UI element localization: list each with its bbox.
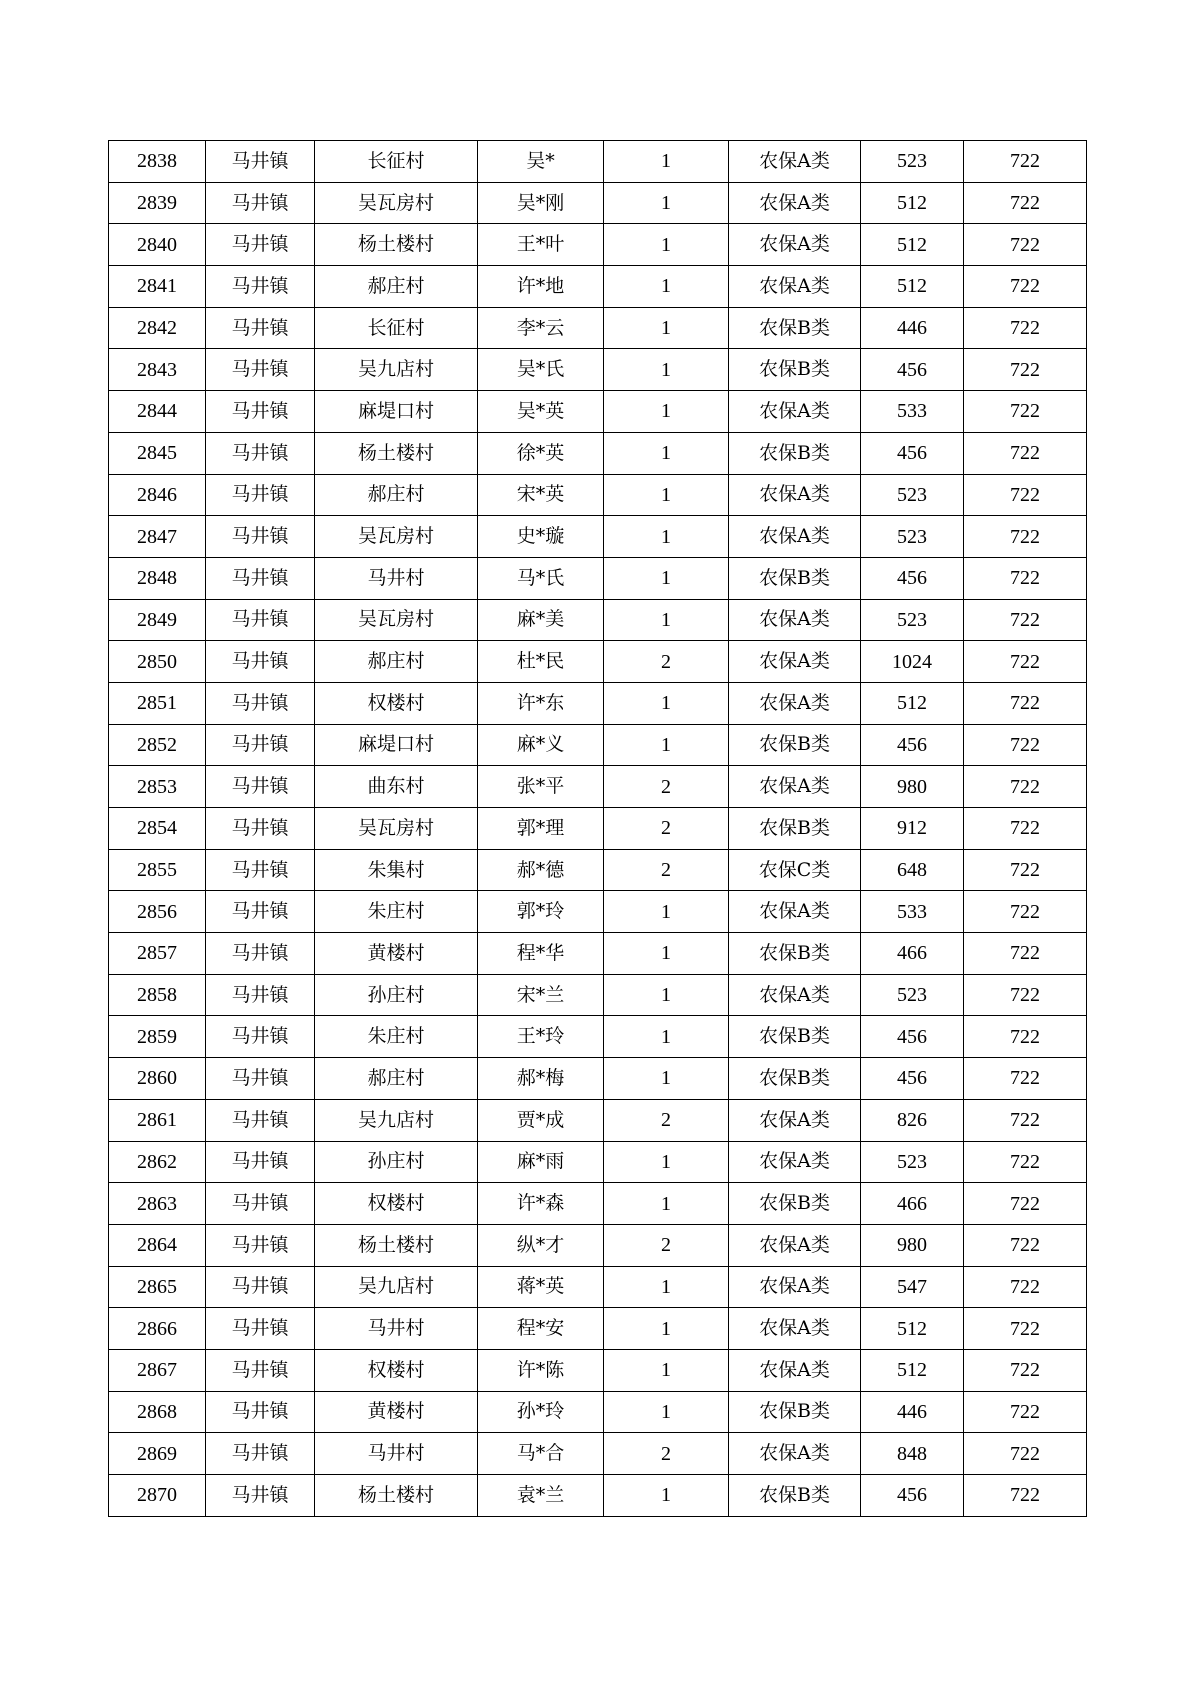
name-cell: 郭*理 [478,808,604,850]
serial-number-cell: 2846 [109,474,206,516]
village-cell: 杨土楼村 [315,432,478,474]
category-cell: 农保A类 [729,1099,861,1141]
name-cell: 麻*美 [478,599,604,641]
standard-cell: 722 [964,1475,1087,1517]
category-cell: 农保B类 [729,724,861,766]
category-cell: 农保B类 [729,1058,861,1100]
table-row [109,182,1087,224]
village-cell: 权楼村 [315,1183,478,1225]
amount-cell: 456 [861,349,964,391]
town-cell: 马井镇 [206,349,315,391]
town-cell: 马井镇 [206,516,315,558]
category-cell: 农保A类 [729,1224,861,1266]
village-cell: 郝庄村 [315,474,478,516]
standard-cell: 722 [964,516,1087,558]
village-cell: 吴瓦房村 [315,808,478,850]
name-cell: 蒋*英 [478,1266,604,1308]
amount-cell: 980 [861,1224,964,1266]
town-cell: 马井镇 [206,682,315,724]
village-cell: 杨土楼村 [315,224,478,266]
serial-number-cell: 2858 [109,974,206,1016]
category-cell: 农保B类 [729,1016,861,1058]
village-cell: 黄楼村 [315,1391,478,1433]
household-size-cell: 1 [604,432,729,474]
table-body [109,141,1087,1517]
category-cell: 农保B类 [729,432,861,474]
serial-number-cell: 2854 [109,808,206,850]
village-cell: 吴九店村 [315,1266,478,1308]
amount-cell: 533 [861,891,964,933]
table-row [109,808,1087,850]
amount-cell: 533 [861,391,964,433]
category-cell: 农保A类 [729,141,861,183]
standard-cell: 722 [964,182,1087,224]
serial-number-cell: 2867 [109,1349,206,1391]
category-cell: 农保A类 [729,1349,861,1391]
table-row [109,891,1087,933]
table-row [109,141,1087,183]
serial-number-cell: 2840 [109,224,206,266]
village-cell: 孙庄村 [315,1141,478,1183]
name-cell: 郭*玲 [478,891,604,933]
serial-number-cell: 2849 [109,599,206,641]
name-cell: 袁*兰 [478,1475,604,1517]
name-cell: 郝*梅 [478,1058,604,1100]
amount-cell: 466 [861,1183,964,1225]
table-row [109,1475,1087,1517]
serial-number-cell: 2850 [109,641,206,683]
town-cell: 马井镇 [206,474,315,516]
name-cell: 徐*英 [478,432,604,474]
standard-cell: 722 [964,1183,1087,1225]
table-row [109,1016,1087,1058]
serial-number-cell: 2866 [109,1308,206,1350]
village-cell: 吴瓦房村 [315,599,478,641]
table-row [109,1266,1087,1308]
standard-cell: 722 [964,808,1087,850]
household-size-cell: 1 [604,974,729,1016]
serial-number-cell: 2853 [109,766,206,808]
serial-number-cell: 2842 [109,307,206,349]
village-cell: 吴瓦房村 [315,516,478,558]
amount-cell: 523 [861,599,964,641]
category-cell: 农保A类 [729,1141,861,1183]
village-cell: 麻堤口村 [315,391,478,433]
serial-number-cell: 2865 [109,1266,206,1308]
table-row [109,266,1087,308]
standard-cell: 722 [964,1349,1087,1391]
name-cell: 许*东 [478,682,604,724]
serial-number-cell: 2851 [109,682,206,724]
town-cell: 马井镇 [206,724,315,766]
serial-number-cell: 2861 [109,1099,206,1141]
table-row [109,641,1087,683]
standard-cell: 722 [964,557,1087,599]
table-row [109,974,1087,1016]
household-size-cell: 2 [604,1099,729,1141]
name-cell: 吴*英 [478,391,604,433]
town-cell: 马井镇 [206,1391,315,1433]
household-size-cell: 1 [604,391,729,433]
name-cell: 吴*刚 [478,182,604,224]
standard-cell: 722 [964,266,1087,308]
serial-number-cell: 2844 [109,391,206,433]
household-size-cell: 1 [604,182,729,224]
serial-number-cell: 2855 [109,849,206,891]
category-cell: 农保A类 [729,266,861,308]
amount-cell: 826 [861,1099,964,1141]
town-cell: 马井镇 [206,141,315,183]
table-row [109,1349,1087,1391]
name-cell: 麻*雨 [478,1141,604,1183]
table-row [109,1391,1087,1433]
serial-number-cell: 2852 [109,724,206,766]
name-cell: 郝*德 [478,849,604,891]
town-cell: 马井镇 [206,1308,315,1350]
standard-cell: 722 [964,1016,1087,1058]
village-cell: 麻堤口村 [315,724,478,766]
name-cell: 杜*民 [478,641,604,683]
amount-cell: 980 [861,766,964,808]
category-cell: 农保A类 [729,641,861,683]
household-size-cell: 1 [604,1349,729,1391]
village-cell: 马井村 [315,557,478,599]
amount-cell: 446 [861,1391,964,1433]
town-cell: 马井镇 [206,641,315,683]
serial-number-cell: 2864 [109,1224,206,1266]
town-cell: 马井镇 [206,1058,315,1100]
village-cell: 杨土楼村 [315,1475,478,1517]
standard-cell: 722 [964,307,1087,349]
household-size-cell: 1 [604,1058,729,1100]
household-size-cell: 1 [604,933,729,975]
household-size-cell: 2 [604,641,729,683]
standard-cell: 722 [964,724,1087,766]
data-table [108,140,1087,1517]
town-cell: 马井镇 [206,766,315,808]
table-row [109,307,1087,349]
category-cell: 农保A类 [729,891,861,933]
village-cell: 权楼村 [315,1349,478,1391]
town-cell: 马井镇 [206,808,315,850]
standard-cell: 722 [964,474,1087,516]
name-cell: 纵*才 [478,1224,604,1266]
table-row [109,766,1087,808]
name-cell: 马*氏 [478,557,604,599]
standard-cell: 722 [964,974,1087,1016]
table-row [109,391,1087,433]
amount-cell: 512 [861,1349,964,1391]
village-cell: 朱庄村 [315,891,478,933]
name-cell: 许*地 [478,266,604,308]
household-size-cell: 1 [604,349,729,391]
standard-cell: 722 [964,432,1087,474]
serial-number-cell: 2839 [109,182,206,224]
serial-number-cell: 2843 [109,349,206,391]
category-cell: 农保C类 [729,849,861,891]
category-cell: 农保A类 [729,391,861,433]
town-cell: 马井镇 [206,1141,315,1183]
table-row [109,1058,1087,1100]
town-cell: 马井镇 [206,1099,315,1141]
standard-cell: 722 [964,391,1087,433]
household-size-cell: 1 [604,1266,729,1308]
category-cell: 农保A类 [729,1266,861,1308]
standard-cell: 722 [964,1058,1087,1100]
table-row [109,516,1087,558]
village-cell: 权楼村 [315,682,478,724]
household-size-cell: 1 [604,682,729,724]
table-row [109,224,1087,266]
table-row [109,724,1087,766]
category-cell: 农保A类 [729,599,861,641]
category-cell: 农保A类 [729,766,861,808]
name-cell: 孙*玲 [478,1391,604,1433]
serial-number-cell: 2838 [109,141,206,183]
town-cell: 马井镇 [206,599,315,641]
amount-cell: 648 [861,849,964,891]
serial-number-cell: 2860 [109,1058,206,1100]
standard-cell: 722 [964,1433,1087,1475]
village-cell: 朱庄村 [315,1016,478,1058]
name-cell: 张*平 [478,766,604,808]
name-cell: 马*合 [478,1433,604,1475]
household-size-cell: 1 [604,224,729,266]
standard-cell: 722 [964,1141,1087,1183]
table-row [109,1141,1087,1183]
household-size-cell: 1 [604,1183,729,1225]
household-size-cell: 1 [604,599,729,641]
household-size-cell: 2 [604,1224,729,1266]
town-cell: 马井镇 [206,266,315,308]
table-row [109,682,1087,724]
table-row [109,1183,1087,1225]
table-row [109,349,1087,391]
village-cell: 马井村 [315,1308,478,1350]
town-cell: 马井镇 [206,891,315,933]
town-cell: 马井镇 [206,933,315,975]
category-cell: 农保B类 [729,1391,861,1433]
category-cell: 农保B类 [729,933,861,975]
category-cell: 农保A类 [729,682,861,724]
table-row [109,1224,1087,1266]
serial-number-cell: 2847 [109,516,206,558]
household-size-cell: 2 [604,808,729,850]
amount-cell: 456 [861,1058,964,1100]
standard-cell: 722 [964,682,1087,724]
serial-number-cell: 2845 [109,432,206,474]
village-cell: 郝庄村 [315,1058,478,1100]
town-cell: 马井镇 [206,307,315,349]
household-size-cell: 1 [604,891,729,933]
name-cell: 王*玲 [478,1016,604,1058]
amount-cell: 547 [861,1266,964,1308]
amount-cell: 456 [861,432,964,474]
amount-cell: 512 [861,1308,964,1350]
name-cell: 吴*氏 [478,349,604,391]
standard-cell: 722 [964,599,1087,641]
town-cell: 马井镇 [206,1349,315,1391]
standard-cell: 722 [964,933,1087,975]
village-cell: 吴九店村 [315,1099,478,1141]
table-row [109,849,1087,891]
household-size-cell: 1 [604,1308,729,1350]
name-cell: 宋*英 [478,474,604,516]
category-cell: 农保B类 [729,307,861,349]
serial-number-cell: 2863 [109,1183,206,1225]
name-cell: 程*安 [478,1308,604,1350]
table-row [109,599,1087,641]
household-size-cell: 1 [604,1391,729,1433]
category-cell: 农保A类 [729,974,861,1016]
standard-cell: 722 [964,766,1087,808]
standard-cell: 722 [964,224,1087,266]
amount-cell: 523 [861,1141,964,1183]
serial-number-cell: 2870 [109,1475,206,1517]
amount-cell: 446 [861,307,964,349]
village-cell: 吴九店村 [315,349,478,391]
household-size-cell: 2 [604,766,729,808]
household-size-cell: 1 [604,516,729,558]
category-cell: 农保B类 [729,349,861,391]
name-cell: 宋*兰 [478,974,604,1016]
name-cell: 贾*成 [478,1099,604,1141]
town-cell: 马井镇 [206,1016,315,1058]
household-size-cell: 1 [604,266,729,308]
town-cell: 马井镇 [206,974,315,1016]
name-cell: 李*云 [478,307,604,349]
name-cell: 程*华 [478,933,604,975]
household-size-cell: 1 [604,557,729,599]
household-size-cell: 1 [604,724,729,766]
standard-cell: 722 [964,1266,1087,1308]
name-cell: 王*叶 [478,224,604,266]
category-cell: 农保B类 [729,808,861,850]
town-cell: 马井镇 [206,1266,315,1308]
amount-cell: 848 [861,1433,964,1475]
table-row [109,474,1087,516]
table-row [109,432,1087,474]
name-cell: 许*森 [478,1183,604,1225]
town-cell: 马井镇 [206,224,315,266]
household-size-cell: 2 [604,1433,729,1475]
amount-cell: 512 [861,266,964,308]
village-cell: 黄楼村 [315,933,478,975]
serial-number-cell: 2857 [109,933,206,975]
household-size-cell: 1 [604,141,729,183]
standard-cell: 722 [964,1099,1087,1141]
serial-number-cell: 2868 [109,1391,206,1433]
standard-cell: 722 [964,1391,1087,1433]
standard-cell: 722 [964,641,1087,683]
category-cell: 农保A类 [729,1308,861,1350]
amount-cell: 523 [861,474,964,516]
table-row [109,933,1087,975]
amount-cell: 466 [861,933,964,975]
town-cell: 马井镇 [206,849,315,891]
amount-cell: 512 [861,182,964,224]
amount-cell: 523 [861,516,964,558]
village-cell: 朱集村 [315,849,478,891]
amount-cell: 523 [861,141,964,183]
table-row [109,557,1087,599]
town-cell: 马井镇 [206,391,315,433]
standard-cell: 722 [964,141,1087,183]
table-row [109,1308,1087,1350]
amount-cell: 912 [861,808,964,850]
town-cell: 马井镇 [206,432,315,474]
standard-cell: 722 [964,891,1087,933]
household-size-cell: 1 [604,1141,729,1183]
name-cell: 史*璇 [478,516,604,558]
serial-number-cell: 2848 [109,557,206,599]
standard-cell: 722 [964,349,1087,391]
household-size-cell: 1 [604,1475,729,1517]
amount-cell: 456 [861,557,964,599]
village-cell: 马井村 [315,1433,478,1475]
village-cell: 曲东村 [315,766,478,808]
serial-number-cell: 2862 [109,1141,206,1183]
town-cell: 马井镇 [206,1183,315,1225]
category-cell: 农保A类 [729,1433,861,1475]
serial-number-cell: 2841 [109,266,206,308]
amount-cell: 512 [861,682,964,724]
town-cell: 马井镇 [206,182,315,224]
amount-cell: 523 [861,974,964,1016]
category-cell: 农保A类 [729,474,861,516]
category-cell: 农保B类 [729,1183,861,1225]
village-cell: 孙庄村 [315,974,478,1016]
town-cell: 马井镇 [206,557,315,599]
village-cell: 郝庄村 [315,266,478,308]
village-cell: 吴瓦房村 [315,182,478,224]
category-cell: 农保A类 [729,224,861,266]
town-cell: 马井镇 [206,1475,315,1517]
household-size-cell: 1 [604,307,729,349]
category-cell: 农保A类 [729,516,861,558]
village-cell: 杨土楼村 [315,1224,478,1266]
amount-cell: 456 [861,1016,964,1058]
name-cell: 吴* [478,141,604,183]
village-cell: 郝庄村 [315,641,478,683]
category-cell: 农保A类 [729,182,861,224]
name-cell: 许*陈 [478,1349,604,1391]
table-row [109,1433,1087,1475]
village-cell: 长征村 [315,141,478,183]
amount-cell: 512 [861,224,964,266]
town-cell: 马井镇 [206,1224,315,1266]
household-size-cell: 1 [604,474,729,516]
standard-cell: 722 [964,1308,1087,1350]
amount-cell: 456 [861,724,964,766]
amount-cell: 456 [861,1475,964,1517]
serial-number-cell: 2859 [109,1016,206,1058]
household-size-cell: 2 [604,849,729,891]
amount-cell: 1024 [861,641,964,683]
household-size-cell: 1 [604,1016,729,1058]
town-cell: 马井镇 [206,1433,315,1475]
category-cell: 农保B类 [729,1475,861,1517]
village-cell: 长征村 [315,307,478,349]
standard-cell: 722 [964,1224,1087,1266]
serial-number-cell: 2856 [109,891,206,933]
standard-cell: 722 [964,849,1087,891]
serial-number-cell: 2869 [109,1433,206,1475]
name-cell: 麻*义 [478,724,604,766]
category-cell: 农保B类 [729,557,861,599]
table-row [109,1099,1087,1141]
